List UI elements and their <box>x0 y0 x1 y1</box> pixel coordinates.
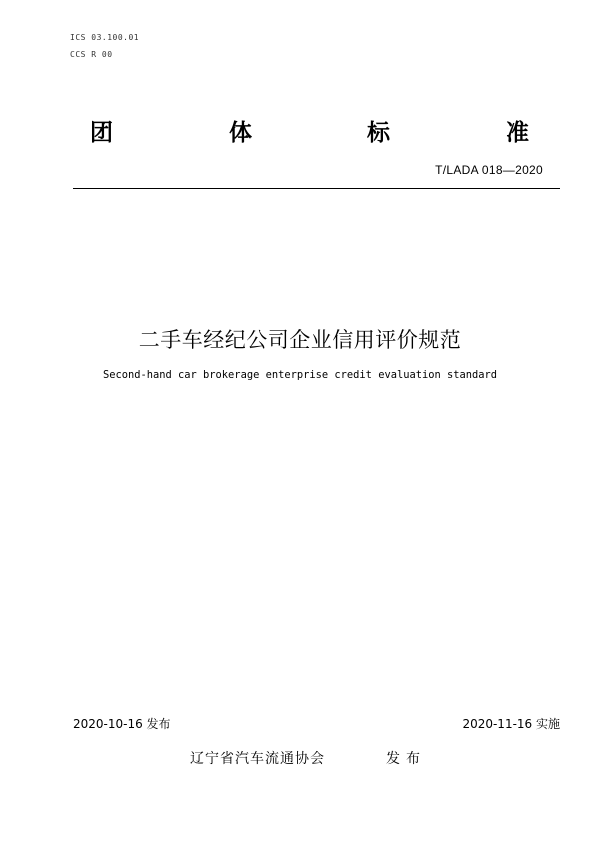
implementation-date: 2020-11-16 实施 <box>462 717 560 731</box>
publisher-label: 发布 <box>386 751 426 767</box>
standard-type-char-3: 标 <box>367 120 390 146</box>
ics-code: ICS 03.100.01 <box>70 33 140 42</box>
title-chinese: 二手车经纪公司企业信用评价规范 <box>138 328 462 352</box>
standard-type-char-1: 团 <box>90 120 113 146</box>
standard-type-char-2: 体 <box>229 120 252 146</box>
issue-date: 2020-10-16 发布 <box>73 717 171 731</box>
header-divider <box>73 188 560 189</box>
title-english: Second-hand car brokerage enterprise credit evaluation standard <box>102 369 498 381</box>
standard-number: T/LADA 018—2020 <box>435 163 543 177</box>
publisher-name: 辽宁省汽车流通协会 <box>190 751 325 767</box>
standard-type-char-4: 准 <box>506 120 529 146</box>
ccs-code: CCS R 00 <box>70 50 113 59</box>
